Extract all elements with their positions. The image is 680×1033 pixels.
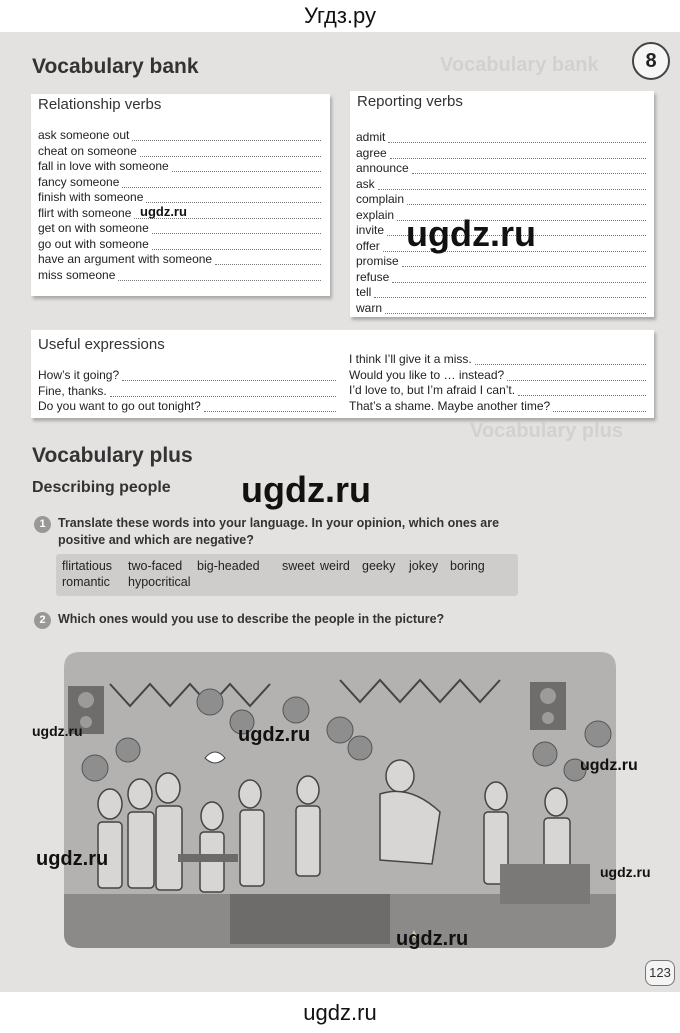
vocabulary-word: geeky	[362, 559, 396, 573]
relationship-verb-item: miss someone	[38, 267, 116, 282]
watermark: ugdz.ru	[600, 864, 651, 880]
useful-expression: That’s a shame. Maybe another time?	[349, 398, 551, 413]
reporting-verb-item: tell	[356, 285, 372, 299]
reporting-verb-item: admit	[356, 130, 386, 144]
useful-expression: I’d love to, but I’m afraid I can’t.	[349, 383, 516, 397]
watermark: ugdz.ru	[140, 204, 187, 219]
watermark: ugdz.ru	[32, 723, 83, 739]
vocabulary-word: two-faced	[128, 559, 183, 573]
reporting-verb-item: warn	[356, 300, 383, 315]
vocabulary-plus-heading: Vocabulary plus	[32, 444, 193, 467]
answer-line[interactable]	[553, 411, 646, 412]
site-footer: ugdz.ru	[0, 992, 680, 1033]
show-through-text: Vocabulary plus	[470, 420, 624, 442]
answer-line[interactable]	[392, 282, 646, 283]
relationship-verb-item: get on with someone	[38, 221, 149, 235]
vocabulary-bank-heading: Vocabulary bank	[32, 55, 199, 78]
answer-line[interactable]	[140, 156, 321, 157]
useful-expressions-title: Useful expressions	[38, 336, 165, 353]
reporting-verb-item: explain	[356, 207, 395, 222]
reporting-verbs-title: Reporting verbs	[357, 93, 463, 110]
site-header: Угдз.ру	[0, 0, 680, 32]
answer-line[interactable]	[407, 204, 646, 205]
relationship-verb-item: have an argument with someone	[38, 252, 213, 266]
watermark: ugdz.ru	[406, 213, 536, 254]
vocabulary-word: boring	[450, 559, 485, 573]
answer-line[interactable]	[378, 189, 646, 190]
describing-people-subtitle: Describing people	[32, 479, 171, 496]
reporting-verb-item: announce	[356, 161, 409, 175]
useful-expression: Do you want to go out tonight?	[38, 399, 201, 413]
answer-line[interactable]	[412, 173, 646, 174]
reporting-verb-item: complain	[356, 192, 405, 206]
watermark: ugdz.ru	[396, 928, 469, 950]
question-2-number: 2	[34, 612, 51, 629]
watermark: ugdz.ru	[36, 848, 109, 870]
reporting-verb-item: promise	[356, 254, 399, 268]
reporting-verb-item: ask	[356, 176, 375, 191]
answer-line[interactable]	[152, 249, 321, 250]
answer-line[interactable]	[172, 171, 321, 172]
answer-line[interactable]	[518, 395, 646, 396]
useful-expression: Would you like to … instead?	[349, 367, 505, 382]
answer-line[interactable]	[385, 313, 646, 314]
relationship-verb-item: fall in love with someone	[38, 159, 169, 173]
relationship-verb-item: finish with someone	[38, 190, 144, 204]
watermark: ugdz.ru	[241, 469, 371, 510]
answer-line[interactable]	[390, 158, 646, 159]
answer-line[interactable]	[204, 411, 336, 412]
reporting-verb-item: refuse	[356, 269, 390, 284]
watermark: ugdz.ru	[580, 757, 638, 774]
answer-line[interactable]	[402, 266, 646, 267]
vocabulary-word: hypocritical	[128, 575, 191, 589]
question-1-number: 1	[34, 516, 51, 533]
answer-line[interactable]	[215, 264, 321, 265]
answer-line[interactable]	[122, 187, 321, 188]
question-2-text: Which ones would you use to describe the people in the picture?	[58, 612, 445, 626]
question-1-text: Translate these words into your language. In your opinion, which ones are positive and which are negative?	[58, 516, 500, 547]
reporting-verb-item: agree	[356, 145, 387, 160]
vocabulary-word: flirtatious	[62, 559, 113, 573]
vocabulary-word: weird	[320, 559, 350, 573]
reporting-verb-item: invite	[356, 223, 385, 237]
answer-line[interactable]	[507, 380, 646, 381]
page-number: 123	[645, 960, 675, 986]
relationship-verbs-box	[31, 94, 330, 296]
answer-line[interactable]	[388, 142, 646, 143]
answer-line[interactable]	[146, 202, 321, 203]
show-through-text: Vocabulary bank	[440, 54, 599, 76]
relationship-verb-item: cheat on someone	[38, 143, 137, 158]
party-illustration	[60, 644, 620, 952]
reporting-verb-item: offer	[356, 238, 380, 253]
useful-expressions-box	[31, 330, 654, 418]
textbook-page	[0, 32, 680, 992]
useful-expression: How’s it going?	[38, 368, 120, 382]
vocabulary-word: sweet	[282, 559, 315, 573]
vocabulary-word: romantic	[62, 575, 110, 589]
vocabulary-word: jokey	[409, 559, 439, 573]
answer-line[interactable]	[122, 380, 336, 381]
reporting-verbs-box	[350, 91, 654, 317]
answer-line[interactable]	[110, 396, 336, 397]
vocabulary-word: big-headed	[197, 559, 260, 573]
answer-line[interactable]	[118, 280, 321, 281]
relationship-verb-item: fancy someone	[38, 174, 120, 189]
watermark: ugdz.ru	[238, 724, 311, 746]
answer-line[interactable]	[374, 297, 646, 298]
useful-expression: I think I’ll give it a miss.	[349, 352, 472, 366]
answer-line[interactable]	[132, 140, 321, 141]
relationship-verbs-title: Relationship verbs	[38, 96, 162, 113]
answer-line[interactable]	[152, 233, 321, 234]
useful-expression: Fine, thanks.	[38, 383, 107, 398]
answer-line[interactable]	[475, 364, 646, 365]
relationship-verb-item: ask someone out	[38, 128, 130, 142]
relationship-verb-item: go out with someone	[38, 236, 149, 251]
relationship-verb-item: flirt with someone	[38, 205, 132, 220]
chapter-number-badge: 8	[632, 42, 670, 80]
